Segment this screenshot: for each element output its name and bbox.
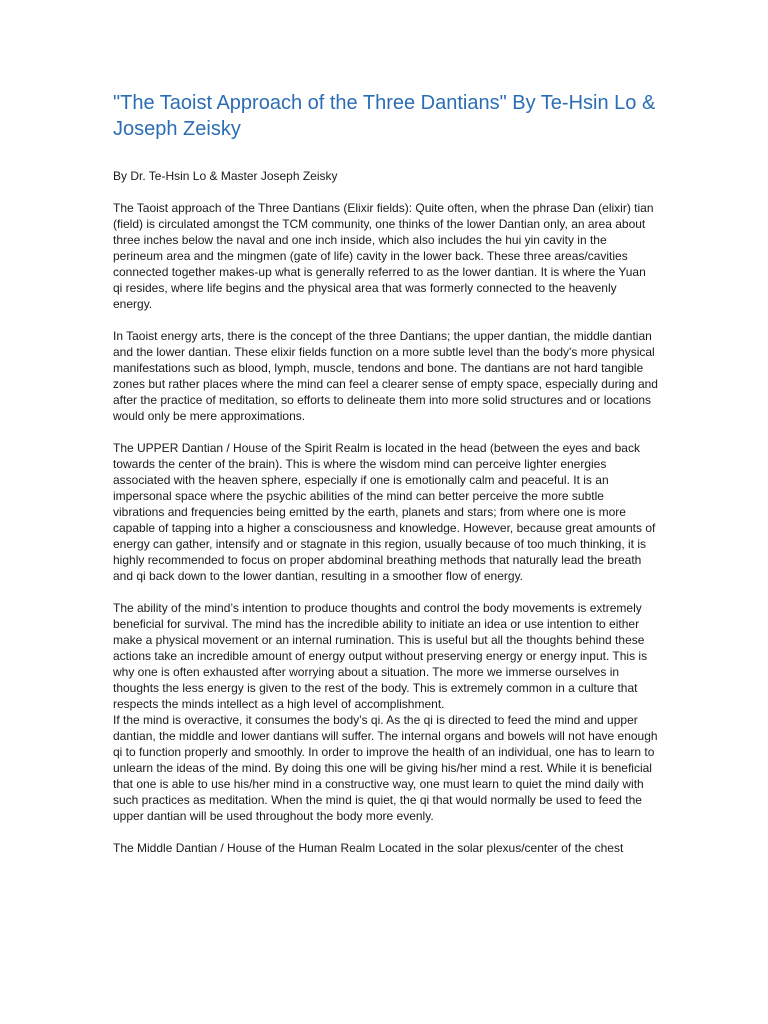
paragraph-mind-intention: The ability of the mind’s intention to produce thoughts and control the body movements is extremely beneficial for survival. The mind has the incredible ability to initiate an idea or use intention to either make a physical movement or an internal rumination. This is useful but all the thoughts behind these actions take an incredible amount of energy output without preserving energy or energy input. This is why one is often exhausted after worrying about a situation. The more we immerse ourselves in thoughts the less energy is given to the rest of the body. This is extremely common in a culture that respects the minds intellect as a high level of accomplishment. <box>113 601 648 711</box>
paragraph-intro: The Taoist approach of the Three Dantians (Elixir fields): Quite often, when the phrase Dan (elixir) tian (field) is circulated amongst the TCM community, one thinks of the lower Dantian only, an area about three inches below the naval and one inch inside, which also includes the hui yin cavity in the perineum area and the mingmen (gate of life) cavity in the lower back. These three areas/cavities connected together makes-up what is generally referred to as the lower dantian. It is where the Yuan qi resides, where life begins and the physical area that was formerly connected to the heavenly energy. <box>113 201 654 311</box>
paragraph-three-dantians: In Taoist energy arts, there is the concept of the three Dantians; the upper dantian, the middle dantian and the lower dantian. These elixir fields function on a more subtle level than the body's more physical manifestations such as blood, lymph, muscle, tendons and bone. The dantians are not hard tangible zones but rather places where the mind can feel a clearer sense of empty space, especially during and after the practice of meditation, so efforts to delineate them into more solid structures and or locations would only be mere approximations. <box>113 329 658 423</box>
paragraph-overactive-mind: If the mind is overactive, it consumes the body’s qi. As the qi is directed to feed the mind and upper dantian, the middle and lower dantians will suffer. The internal organs and bowels will not have enough qi to function properly and smoothly. In order to improve the health of an individual, one has to learn to unlearn the ideas of the mind. By doing this one will be giving his/her mind a rest. While it is beneficial that one is able to use his/her mind in a constructive way, one must learn to quiet the mind daily with such practices as meditation. When the mind is quiet, the qi that would normally be used to feed the upper dantian will be used throughout the body more evenly. <box>113 713 658 823</box>
paragraph-middle-dantian: The Middle Dantian / House of the Human Realm Located in the solar plexus/center of the chest <box>113 841 624 855</box>
article-title: "The Taoist Approach of the Three Dantians" By Te-Hsin Lo & Joseph Zeisky <box>113 92 656 140</box>
article-body <box>113 90 658 856</box>
article-byline: By Dr. Te-Hsin Lo & Master Joseph Zeisky <box>113 169 338 183</box>
paragraph-upper-dantian: The UPPER Dantian / House of the Spirit Realm is located in the head (between the eyes and back towards the center of the brain). This is where the wisdom mind can perceive lighter energies associated with the heaven sphere, especially if one is emotionally calm and peaceful. It is an impersonal space where the psychic abilities of the mind can better perceive the more subtle vibrations and frequencies being emitted by the earth, planets and stars; from where one is more capable of tapping into a higher a consciousness and knowledge. However, because great amounts of energy can gather, intensify and or stagnate in this region, usually because of too much thinking, it is highly recommended to focus on proper abdominal breathing methods that naturally lead the breath and qi back down to the lower dantian, resulting in a smoother flow of energy. <box>113 441 656 583</box>
